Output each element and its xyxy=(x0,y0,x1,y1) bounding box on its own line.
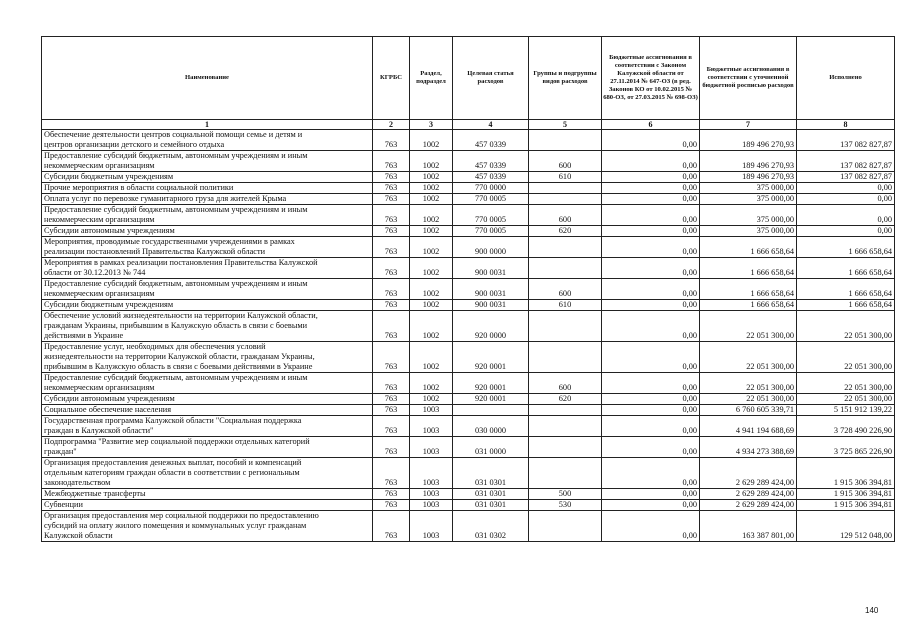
row-kgrbs: 763 xyxy=(373,373,410,394)
table-row xyxy=(42,300,895,311)
header-vr: Группы и подгруппы видов расходов xyxy=(529,37,602,120)
row-name: Субсидии бюджетным учреждениям xyxy=(42,172,373,183)
row-razdel: 1003 xyxy=(410,416,453,437)
row-refined: 375 000,00 xyxy=(700,194,797,205)
row-refined: 1 666 658,64 xyxy=(700,279,797,300)
header-kgrbs: КГРБС xyxy=(373,37,410,120)
table-row xyxy=(42,458,895,489)
table-row xyxy=(42,279,895,300)
row-executed: 3 728 490 226,90 xyxy=(797,416,895,437)
row-name: Субсидии бюджетным учреждениям xyxy=(42,300,373,311)
row-kgrbs: 763 xyxy=(373,489,410,500)
table-row xyxy=(42,373,895,394)
table-row xyxy=(42,437,895,458)
row-razdel: 1002 xyxy=(410,130,453,151)
row-razdel: 1003 xyxy=(410,489,453,500)
col-number: 3 xyxy=(410,120,453,130)
row-vr xyxy=(529,194,602,205)
row-vr: 530 xyxy=(529,500,602,511)
row-name: Социальное обеспечение населения xyxy=(42,405,373,416)
table-row xyxy=(42,405,895,416)
row-kgrbs: 763 xyxy=(373,311,410,342)
row-vr xyxy=(529,342,602,373)
table-row xyxy=(42,194,895,205)
col-number: 6 xyxy=(602,120,700,130)
row-name: Государственная программа Калужской области "Социальная поддержка граждан в Калужской области" xyxy=(42,416,373,437)
row-approved: 0,00 xyxy=(602,416,700,437)
row-kgrbs: 763 xyxy=(373,279,410,300)
row-csr: 770 0000 xyxy=(453,183,529,194)
header-name: Наименование xyxy=(42,37,373,120)
row-kgrbs: 763 xyxy=(373,237,410,258)
row-csr xyxy=(453,405,529,416)
row-vr xyxy=(529,405,602,416)
row-vr: 610 xyxy=(529,172,602,183)
row-kgrbs: 763 xyxy=(373,130,410,151)
row-executed: 129 512 048,00 xyxy=(797,511,895,542)
table-row xyxy=(42,130,895,151)
table-row xyxy=(42,226,895,237)
row-approved: 0,00 xyxy=(602,172,700,183)
row-kgrbs: 763 xyxy=(373,300,410,311)
row-vr: 600 xyxy=(529,205,602,226)
row-kgrbs: 763 xyxy=(373,151,410,172)
row-razdel: 1003 xyxy=(410,500,453,511)
row-refined: 163 387 801,00 xyxy=(700,511,797,542)
row-razdel: 1002 xyxy=(410,342,453,373)
row-razdel: 1002 xyxy=(410,183,453,194)
row-csr: 457 0339 xyxy=(453,172,529,183)
row-approved: 0,00 xyxy=(602,151,700,172)
header-executed: Исполнено xyxy=(797,37,895,120)
row-vr: 620 xyxy=(529,226,602,237)
table-row xyxy=(42,342,895,373)
row-name: Предоставление субсидий бюджетным, автономным учреждениям и иным некоммерческим организациям xyxy=(42,279,373,300)
row-kgrbs: 763 xyxy=(373,342,410,373)
row-refined: 4 934 273 388,69 xyxy=(700,437,797,458)
row-name: Субсидии автономным учреждениям xyxy=(42,226,373,237)
row-razdel: 1002 xyxy=(410,311,453,342)
row-kgrbs: 763 xyxy=(373,511,410,542)
row-name: Межбюджетные трансферты xyxy=(42,489,373,500)
row-vr: 600 xyxy=(529,373,602,394)
row-kgrbs: 763 xyxy=(373,172,410,183)
row-refined: 375 000,00 xyxy=(700,226,797,237)
row-vr xyxy=(529,183,602,194)
row-razdel: 1002 xyxy=(410,194,453,205)
row-refined: 4 941 194 688,69 xyxy=(700,416,797,437)
row-razdel: 1002 xyxy=(410,226,453,237)
row-refined: 22 051 300,00 xyxy=(700,311,797,342)
row-refined: 375 000,00 xyxy=(700,205,797,226)
row-vr xyxy=(529,416,602,437)
row-executed: 1 666 658,64 xyxy=(797,237,895,258)
row-vr: 620 xyxy=(529,394,602,405)
col-number: 8 xyxy=(797,120,895,130)
table-row xyxy=(42,237,895,258)
row-razdel: 1002 xyxy=(410,373,453,394)
row-name: Обеспечение деятельности центров социальной помощи семье и детям и центров организации детского и семейного отдыха xyxy=(42,130,373,151)
row-name: Организация предоставления мер социальной поддержки по предоставлению субсидий на оплату жилого помещения и коммунальных услуг гражданам Калужской области xyxy=(42,511,373,542)
row-razdel: 1002 xyxy=(410,172,453,183)
row-razdel: 1003 xyxy=(410,405,453,416)
row-vr xyxy=(529,258,602,279)
row-approved: 0,00 xyxy=(602,226,700,237)
row-vr xyxy=(529,237,602,258)
row-approved: 0,00 xyxy=(602,489,700,500)
row-name: Мероприятия в рамках реализации постановления Правительства Калужской области от 30.12.2013 № 744 xyxy=(42,258,373,279)
row-csr: 031 0301 xyxy=(453,489,529,500)
row-approved: 0,00 xyxy=(602,258,700,279)
col-number: 1 xyxy=(42,120,373,130)
row-kgrbs: 763 xyxy=(373,194,410,205)
row-refined: 375 000,00 xyxy=(700,183,797,194)
row-csr: 770 0005 xyxy=(453,226,529,237)
page-number: 140 xyxy=(865,606,879,615)
row-kgrbs: 763 xyxy=(373,226,410,237)
row-refined: 2 629 289 424,00 xyxy=(700,500,797,511)
row-razdel: 1003 xyxy=(410,437,453,458)
row-name: Оплата услуг по перевозке гуманитарного груза для жителей Крыма xyxy=(42,194,373,205)
column-number-row xyxy=(42,120,895,130)
row-executed: 5 151 912 139,22 xyxy=(797,405,895,416)
row-refined: 1 666 658,64 xyxy=(700,258,797,279)
row-approved: 0,00 xyxy=(602,205,700,226)
row-refined: 189 496 270,93 xyxy=(700,172,797,183)
row-executed: 1 915 306 394,81 xyxy=(797,500,895,511)
row-kgrbs: 763 xyxy=(373,405,410,416)
row-approved: 0,00 xyxy=(602,437,700,458)
row-executed: 137 082 827,87 xyxy=(797,172,895,183)
row-csr: 920 0000 xyxy=(453,311,529,342)
row-kgrbs: 763 xyxy=(373,500,410,511)
row-approved: 0,00 xyxy=(602,311,700,342)
table-row xyxy=(42,511,895,542)
table-row xyxy=(42,205,895,226)
row-refined: 22 051 300,00 xyxy=(700,342,797,373)
row-approved: 0,00 xyxy=(602,405,700,416)
row-refined: 1 666 658,64 xyxy=(700,300,797,311)
row-razdel: 1003 xyxy=(410,511,453,542)
row-executed: 1 666 658,64 xyxy=(797,258,895,279)
row-razdel: 1002 xyxy=(410,394,453,405)
row-csr: 030 0000 xyxy=(453,416,529,437)
row-vr xyxy=(529,437,602,458)
row-vr xyxy=(529,311,602,342)
row-executed: 1 666 658,64 xyxy=(797,300,895,311)
row-approved: 0,00 xyxy=(602,500,700,511)
row-executed: 0,00 xyxy=(797,226,895,237)
row-vr: 600 xyxy=(529,151,602,172)
table-row xyxy=(42,172,895,183)
row-csr: 031 0301 xyxy=(453,458,529,489)
row-approved: 0,00 xyxy=(602,279,700,300)
row-name: Прочие мероприятия в области социальной политики xyxy=(42,183,373,194)
row-razdel: 1002 xyxy=(410,151,453,172)
row-refined: 6 760 605 339,71 xyxy=(700,405,797,416)
budget-table xyxy=(41,36,895,542)
col-number: 2 xyxy=(373,120,410,130)
row-name: Предоставление субсидий бюджетным, автономным учреждениям и иным некоммерческим организациям xyxy=(42,151,373,172)
col-number: 4 xyxy=(453,120,529,130)
row-executed: 137 082 827,87 xyxy=(797,151,895,172)
row-refined: 22 051 300,00 xyxy=(700,373,797,394)
row-executed: 0,00 xyxy=(797,194,895,205)
row-approved: 0,00 xyxy=(602,394,700,405)
row-csr: 031 0301 xyxy=(453,500,529,511)
row-approved: 0,00 xyxy=(602,458,700,489)
row-refined: 1 666 658,64 xyxy=(700,237,797,258)
table-header xyxy=(42,37,895,120)
row-refined: 2 629 289 424,00 xyxy=(700,489,797,500)
row-kgrbs: 763 xyxy=(373,416,410,437)
row-csr: 920 0001 xyxy=(453,342,529,373)
header-razdel: Раздел, подраздел xyxy=(410,37,453,120)
row-csr: 900 0031 xyxy=(453,279,529,300)
table-row xyxy=(42,416,895,437)
row-razdel: 1002 xyxy=(410,279,453,300)
row-name: Мероприятия, проводимые государственными учреждениями в рамках реализации постановлений Правительства Калужской области xyxy=(42,237,373,258)
row-executed: 0,00 xyxy=(797,205,895,226)
row-executed: 22 051 300,00 xyxy=(797,311,895,342)
row-executed: 1 915 306 394,81 xyxy=(797,458,895,489)
row-csr: 900 0000 xyxy=(453,237,529,258)
row-approved: 0,00 xyxy=(602,300,700,311)
row-csr: 031 0302 xyxy=(453,511,529,542)
row-refined: 2 629 289 424,00 xyxy=(700,458,797,489)
row-executed: 22 051 300,00 xyxy=(797,394,895,405)
row-csr: 900 0031 xyxy=(453,300,529,311)
row-executed: 22 051 300,00 xyxy=(797,373,895,394)
row-refined: 189 496 270,93 xyxy=(700,151,797,172)
table-row xyxy=(42,489,895,500)
row-vr xyxy=(529,130,602,151)
row-name: Предоставление услуг, необходимых для обеспечения условий жизнедеятельности на территории Калужской области, гражданам Украины, прибывшим в Калужскую область в связи с боевыми действиями в Украине xyxy=(42,342,373,373)
row-kgrbs: 763 xyxy=(373,394,410,405)
row-approved: 0,00 xyxy=(602,373,700,394)
row-name: Организация предоставления денежных выплат, пособий и компенсаций отдельным категориям граждан области в соответствии с региональным законодательством xyxy=(42,458,373,489)
row-vr: 610 xyxy=(529,300,602,311)
table-row xyxy=(42,500,895,511)
row-approved: 0,00 xyxy=(602,130,700,151)
header-csr: Целевая статья расходов xyxy=(453,37,529,120)
table-row xyxy=(42,151,895,172)
row-executed: 1 666 658,64 xyxy=(797,279,895,300)
row-csr: 920 0001 xyxy=(453,394,529,405)
row-csr: 770 0005 xyxy=(453,205,529,226)
row-csr: 770 0005 xyxy=(453,194,529,205)
row-name: Субвенции xyxy=(42,500,373,511)
row-name: Субсидии автономным учреждениям xyxy=(42,394,373,405)
row-csr: 920 0001 xyxy=(453,373,529,394)
col-number: 7 xyxy=(700,120,797,130)
table-row xyxy=(42,183,895,194)
row-vr xyxy=(529,511,602,542)
row-kgrbs: 763 xyxy=(373,258,410,279)
header-refined: Бюджетные ассигнования в соответствии с уточненной бюджетной росписью расходов xyxy=(700,37,797,120)
row-approved: 0,00 xyxy=(602,511,700,542)
row-kgrbs: 763 xyxy=(373,205,410,226)
row-executed: 22 051 300,00 xyxy=(797,342,895,373)
row-approved: 0,00 xyxy=(602,237,700,258)
table-row xyxy=(42,258,895,279)
row-approved: 0,00 xyxy=(602,342,700,373)
row-name: Подпрограмма "Развитие мер социальной поддержки отдельных категорий граждан" xyxy=(42,437,373,458)
row-executed: 137 082 827,87 xyxy=(797,130,895,151)
row-csr: 457 0339 xyxy=(453,130,529,151)
row-razdel: 1002 xyxy=(410,237,453,258)
row-csr: 031 0000 xyxy=(453,437,529,458)
row-razdel: 1003 xyxy=(410,458,453,489)
col-number: 5 xyxy=(529,120,602,130)
row-razdel: 1002 xyxy=(410,300,453,311)
row-name: Предоставление субсидий бюджетным, автономным учреждениям и иным некоммерческим организациям xyxy=(42,205,373,226)
table-row xyxy=(42,394,895,405)
row-name: Предоставление субсидий бюджетным, автономным учреждениям и иным некоммерческим организациям xyxy=(42,373,373,394)
row-razdel: 1002 xyxy=(410,205,453,226)
row-vr: 500 xyxy=(529,489,602,500)
header-approved: Бюджетные ассигнования в соответствии с Законом Калужской области от 27.11.2014 № 647-ОЗ (в ред. Законов КО от 10.02.2015 № 680-ОЗ, от 27.03.2015 № 698-ОЗ) xyxy=(602,37,700,120)
table-row xyxy=(42,311,895,342)
row-executed: 0,00 xyxy=(797,183,895,194)
row-vr xyxy=(529,458,602,489)
row-vr: 600 xyxy=(529,279,602,300)
row-refined: 22 051 300,00 xyxy=(700,394,797,405)
row-executed: 3 725 865 226,90 xyxy=(797,437,895,458)
row-executed: 1 915 306 394,81 xyxy=(797,489,895,500)
row-kgrbs: 763 xyxy=(373,458,410,489)
row-kgrbs: 763 xyxy=(373,183,410,194)
row-razdel: 1002 xyxy=(410,258,453,279)
row-csr: 457 0339 xyxy=(453,151,529,172)
row-name: Обеспечение условий жизнедеятельности на территории Калужской области, гражданам Украины, прибывшим в Калужскую область в связи с боевыми действиями в Украине xyxy=(42,311,373,342)
row-refined: 189 496 270,93 xyxy=(700,130,797,151)
row-csr: 900 0031 xyxy=(453,258,529,279)
row-approved: 0,00 xyxy=(602,183,700,194)
row-approved: 0,00 xyxy=(602,194,700,205)
row-kgrbs: 763 xyxy=(373,437,410,458)
